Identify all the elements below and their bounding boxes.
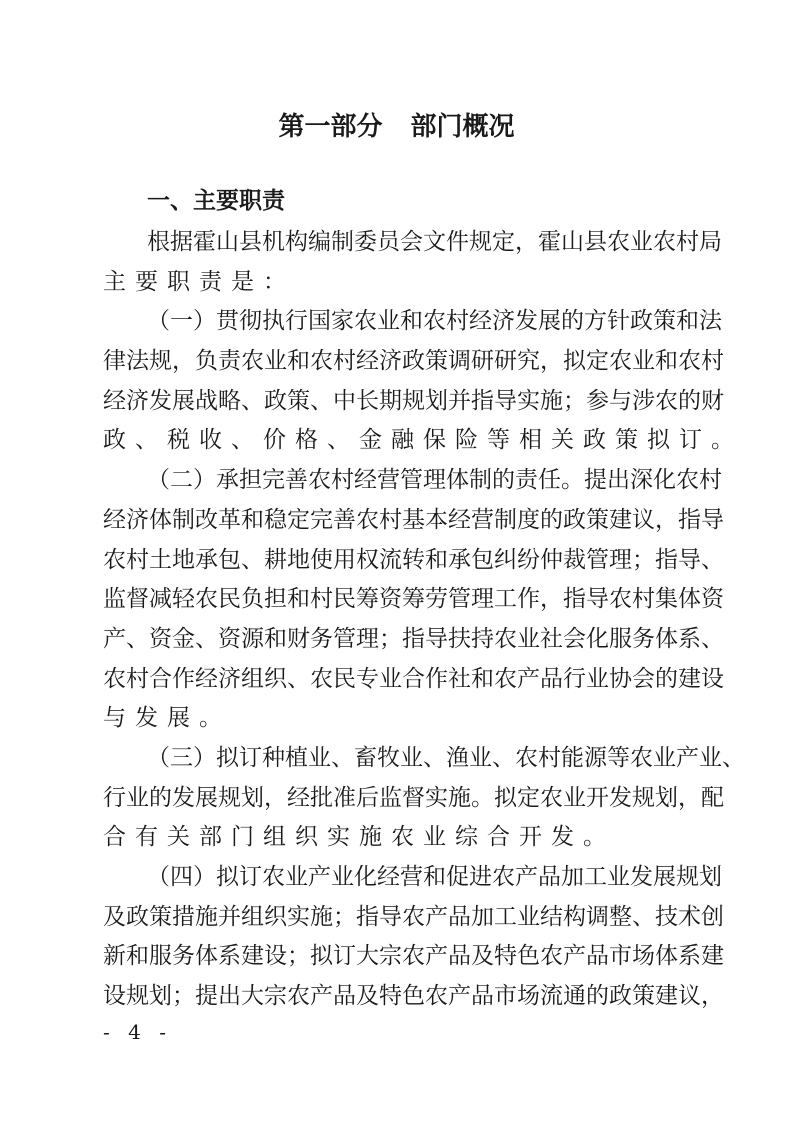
paragraph (103, 223, 722, 302)
paragraph-line: 设规划；提出大宗农产品及特色农产品市场流通的政策建议， (103, 983, 724, 1010)
paragraph-line: 经济发展战略、政策、中长期规划并指导实施；参与涉农的财 (103, 387, 724, 414)
paragraph-line: 产、资金、资源和财务管理；指导扶持农业社会化服务体系、 (103, 625, 724, 652)
paragraph-line: 政、税收、价格、金融保险等相关政策拟订。 (103, 427, 743, 454)
section-heading: 一、主要职责 (147, 188, 285, 214)
paragraph-line: （四）拟订农业产业化经营和促进农产品加工业发展规划 (147, 864, 722, 890)
paragraph-line: 及政策措施并组织实施；指导农产品加工业结构调整、技术创 (103, 903, 724, 930)
document-body (103, 223, 745, 1017)
paragraph (103, 858, 724, 1017)
paragraph-line: 根据霍山县机构编制委员会文件规定，霍山县农业农村局 (147, 229, 722, 255)
paragraph-line: 与发展。 (103, 705, 231, 732)
paragraph-line: 合有关部门组织实施农业综合开发。 (103, 824, 615, 851)
paragraph-line: 监督减轻农民负担和村民筹资筹劳管理工作，指导农村集体资 (103, 586, 724, 613)
paragraph-line: （三）拟订种植业、畜牧业、渔业、农村能源等农业产业、 (147, 744, 745, 771)
paragraph-line: 新和服务体系建设；拟订大宗农产品及特色农产品市场体系建 (103, 943, 724, 970)
paragraph-line: 律法规，负责农业和农村经济政策调研研究，拟定农业和农村 (103, 348, 724, 375)
title-part: 第一部分 (278, 112, 383, 142)
page-number: - 4 - (103, 1020, 172, 1044)
paragraph-line: （二）承担完善农村经营管理体制的责任。提出深化农村 (147, 467, 722, 494)
paragraph-line: （一）贯彻执行国家农业和农村经济发展的方针政策和法 (147, 308, 722, 335)
paragraph-line: 行业的发展规划，经批准后监督实施。拟定农业开发规划，配 (103, 784, 724, 811)
title-name: 部门概况 (410, 112, 515, 142)
paragraph (103, 739, 745, 858)
paragraph-line: 主要职责是： (103, 268, 295, 295)
paragraph (103, 461, 724, 739)
paragraph (103, 302, 743, 461)
paragraph-line: 经济体制改革和稳定完善农村基本经营制度的政策建议，指导 (103, 506, 724, 533)
paragraph-line: 农村合作经济组织、农民专业合作社和农产品行业协会的建设 (103, 665, 724, 692)
page-title (0, 106, 793, 143)
paragraph-line: 农村土地承包、耕地使用权流转和承包纠纷仲裁管理；指导、 (103, 546, 724, 573)
